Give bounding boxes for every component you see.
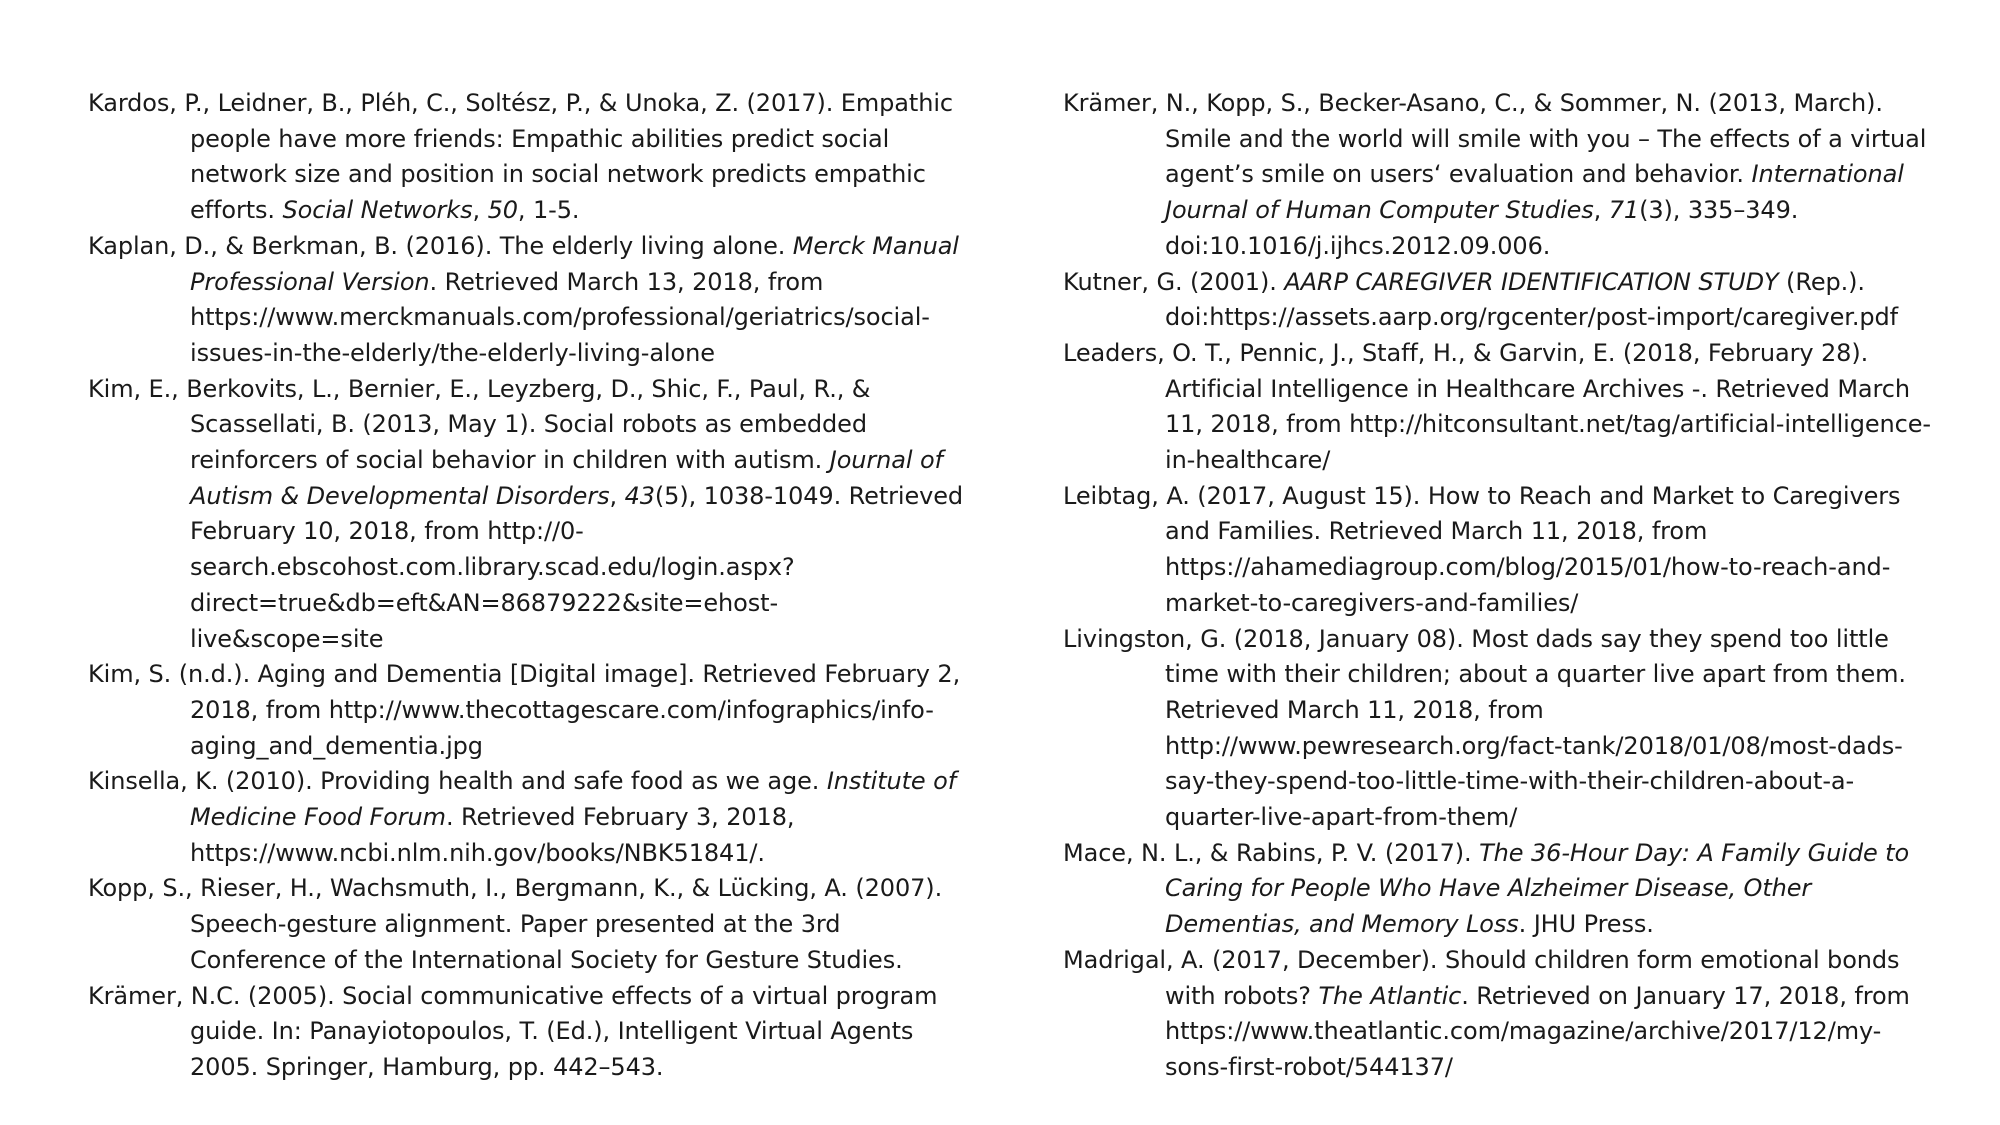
reference-text: Kardos, P., Leidner, B., Pléh, C., Soltész, P., & Unoka, Z. (2017). Empathic people have more friends: Empathic abilities predict social network size and position in social network predicts empathic efforts.	[88, 89, 953, 225]
reference-column-left	[88, 86, 968, 1086]
reference-entry	[1063, 479, 1943, 622]
reference-entry	[1063, 265, 1943, 336]
reference-text: Kaplan, D., & Berkman, B. (2016). The elderly living alone.	[88, 231, 793, 260]
reference-italic-volume: 71	[1608, 196, 1640, 225]
reference-text: , 1-5.	[517, 196, 580, 225]
reference-text: . Retrieved February 3, 2018, https://www.ncbi.nlm.nih.gov/books/NBK51841/.	[190, 803, 795, 867]
reference-text: ,	[609, 481, 625, 510]
reference-text: Kinsella, K. (2010). Providing health and safe food as we age.	[88, 767, 827, 796]
reference-italic-title: International Journal of Human Computer Studies	[1165, 160, 1904, 225]
reference-text: Krämer, N.C. (2005). Social communicative effects of a virtual program guide. In: Panayiotopoulos, T. (Ed.), Intelligent Virtual Agents 2005. Springer, Hamburg, pp. 442–543.	[88, 981, 938, 1081]
reference-entry	[88, 657, 968, 764]
reference-text: Kutner, G. (2001).	[1063, 267, 1285, 296]
reference-entry	[1063, 622, 1943, 836]
reference-italic-title: AARP CAREGIVER IDENTIFICATION STUDY	[1284, 267, 1779, 296]
reference-text: ,	[1593, 196, 1609, 225]
reference-italic-title: The 36-Hour Day: A Family Guide to Caring for People Who Have Alzheimer Disease, Other Dementias, and Memory Loss	[1165, 838, 1910, 939]
reference-entry	[1063, 86, 1943, 265]
reference-entry	[88, 871, 968, 978]
reference-text: (3), 335–349. doi:10.1016/j.ijhcs.2012.09.006.	[1165, 196, 1799, 260]
reference-entry	[1063, 336, 1943, 479]
reference-text: Krämer, N., Kopp, S., Becker-Asano, C., & Sommer, N. (2013, March). Smile and the world will smile with you – The effects of a virtual agent’s smile on users‘ evaluation and behavior.	[1063, 89, 1927, 189]
reference-entry	[1063, 943, 1943, 1086]
reference-text: (Rep.). doi:https://assets.aarp.org/rgcenter/post-import/caregiver.pdf	[1165, 267, 1899, 332]
reference-text: Livingston, G. (2018, January 08). Most dads say they spend too little time with their children; about a quarter live apart from them. Retrieved March 11, 2018, from http://www.pewresearch.org/fact-tank/2018/01/08/most-dads-say-they-spend-too-little-time-with-their-children-about-a-quarter-live-apart-from-them/	[1063, 624, 1906, 832]
reference-italic-title: Institute of Medicine Food Forum	[190, 767, 957, 832]
reference-italic-title: Social Networks	[282, 196, 473, 225]
reference-text: . JHU Press.	[1518, 910, 1654, 939]
reference-italic-title: The Atlantic	[1318, 981, 1462, 1010]
reference-italic-volume: 50	[487, 196, 518, 225]
reference-text: Mace, N. L., & Rabins, P. V. (2017).	[1063, 838, 1480, 867]
reference-text: . Retrieved March 13, 2018, from https://www.merckmanuals.com/professional/geriatrics/social-issues-in-the-elderly/the-elderly-living-alone	[190, 267, 930, 367]
reference-entry	[88, 372, 968, 658]
reference-italic-volume: 43	[624, 481, 655, 510]
reference-column-right	[1063, 86, 1943, 1086]
reference-text: Kopp, S., Rieser, H., Wachsmuth, I., Bergmann, K., & Lücking, A. (2007). Speech-gesture alignment. Paper presented at the 3rd Conference of the International Society for Gesture Studies.	[88, 874, 943, 974]
reference-text: Leaders, O. T., Pennic, J., Staff, H., & Garvin, E. (2018, February 28). Artificial Intelligence in Healthcare Archives -. Retrieved March 11, 2018, from http://hitconsultant.net/tag/artificial-intelligence-in-healthcare/	[1063, 338, 1931, 475]
reference-entry	[1063, 836, 1943, 943]
reference-text: (5), 1038-1049. Retrieved February 10, 2018, from http://0-search.ebscohost.com.library.scad.edu/login.aspx?direct=true&db=eft&AN=86879222&site=ehost-live&scope=site	[190, 481, 964, 653]
reference-entry	[88, 86, 968, 229]
reference-text: Kim, S. (n.d.). Aging and Dementia [Digital image]. Retrieved February 2, 2018, from http://www.thecottagescare.com/infographics/info-aging_and_dementia.jpg	[88, 660, 961, 760]
reference-entry	[88, 764, 968, 871]
reference-text: Madrigal, A. (2017, December). Should children form emotional bonds with robots?	[1063, 945, 1900, 1010]
reference-entry	[88, 229, 968, 372]
reference-text: ,	[472, 196, 488, 225]
reference-entry	[88, 979, 968, 1086]
reference-text: Leibtag, A. (2017, August 15). How to Reach and Market to Caregivers and Families. Retrieved March 11, 2018, from https://ahamediagroup.com/blog/2015/01/how-to-reach-and-market-to-caregivers-and-families/	[1063, 481, 1901, 617]
reference-text: Kim, E., Berkovits, L., Bernier, E., Leyzberg, D., Shic, F., Paul, R., & Scassellati, B. (2013, May 1). Social robots as embedded reinforcers of social behavior in children with autism.	[88, 374, 871, 475]
reference-text: . Retrieved on January 17, 2018, from https://www.theatlantic.com/magazine/archive/2017/12/my-sons-first-robot/544137/	[1165, 981, 1910, 1081]
reference-italic-title: Merck Manual Professional Version	[190, 231, 959, 296]
reference-italic-title: Journal of Autism & Developmental Disorders	[190, 446, 943, 510]
